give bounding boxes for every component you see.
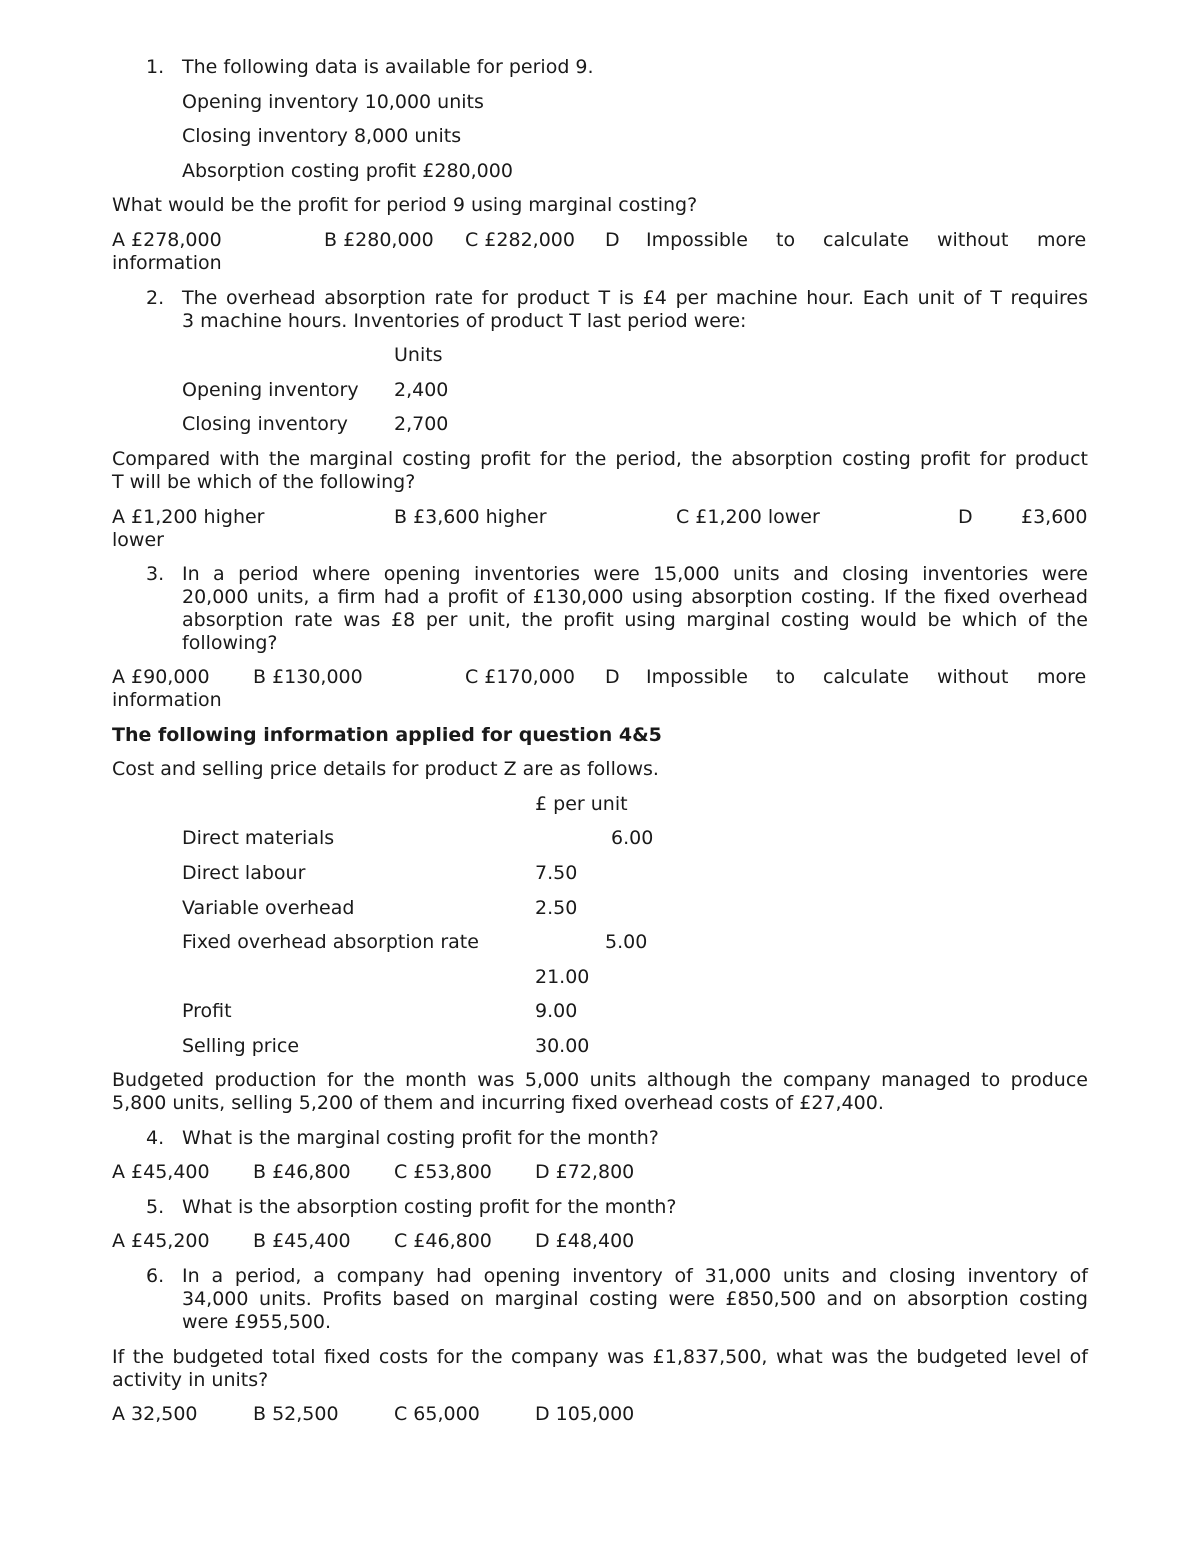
cost-row-value: 21.00	[535, 966, 590, 988]
q6-option: C 65,000	[394, 1403, 480, 1425]
cost-row-value: 2.50	[535, 897, 578, 919]
q1-option-b: B £280,000	[324, 229, 434, 251]
q4-text: What is the marginal costing profit for the month?	[182, 1127, 659, 1149]
q2-question-line1: Compared with the marginal costing profit for the period, the absorption costing profit for product	[112, 448, 1088, 470]
q2-row-value: 2,400	[394, 379, 449, 401]
q2-option-d-tail: lower	[112, 529, 164, 551]
q1-data-line: Closing inventory 8,000 units	[182, 125, 462, 147]
q2-option-c: C £1,200 lower	[676, 506, 820, 528]
cost-row-value: 6.00	[611, 827, 654, 849]
q4-number: 4.	[146, 1127, 165, 1149]
q2-option-d-value: £3,600	[1021, 506, 1088, 528]
q6-text-line1: In a period, a company had opening inventory of 31,000 units and closing inventory of	[182, 1265, 1088, 1287]
budget-text-line2: 5,800 units, selling 5,200 of them and incurring fixed overhead costs of £27,400.	[112, 1092, 884, 1114]
q1-option-d-word: more	[1037, 229, 1087, 251]
q1-option-d-word: to	[776, 229, 796, 251]
q3-option-d-word: without	[937, 666, 1009, 688]
q2-text-line2: 3 machine hours. Inventories of product T last period were:	[182, 310, 747, 332]
q1-data-line: Opening inventory 10,000 units	[182, 91, 484, 113]
q2-row-label: Opening inventory	[182, 379, 359, 401]
q6-option: D 105,000	[535, 1403, 635, 1425]
q1-option-c: C £282,000	[465, 229, 575, 251]
q2-units-header: Units	[394, 344, 443, 366]
q3-option-a: A £90,000	[112, 666, 210, 688]
q2-question-line2: T will be which of the following?	[112, 471, 416, 493]
info-intro: Cost and selling price details for product Z are as follows.	[112, 758, 659, 780]
q2-row-value: 2,700	[394, 413, 449, 435]
budget-text-line1: Budgeted production for the month was 5,000 units although the company managed to produce	[112, 1069, 1088, 1091]
q2-text-line1: The overhead absorption rate for product T is £4 per machine hour. Each unit of T requires	[182, 287, 1088, 309]
q3-option-c: C £170,000	[465, 666, 575, 688]
q4-option: A £45,400	[112, 1161, 210, 1183]
cost-table-header: £ per unit	[535, 793, 628, 815]
cost-row-value: 9.00	[535, 1000, 578, 1022]
cost-row-label: Fixed overhead absorption rate	[182, 931, 479, 953]
q4-option: C £53,800	[394, 1161, 492, 1183]
info-heading: The following information applied for question 4&5	[112, 724, 662, 746]
q6-text-line2: 34,000 units. Profits based on marginal costing were £850,500 and on absorption costing	[182, 1288, 1088, 1310]
q6-question-line1: If the budgeted total fixed costs for the company was £1,837,500, what was the budgeted level of	[112, 1346, 1088, 1368]
q2-option-d-letter: D	[958, 506, 973, 528]
q3-option-d-word: calculate	[823, 666, 909, 688]
q5-option: A £45,200	[112, 1230, 210, 1252]
cost-row-value: 7.50	[535, 862, 578, 884]
q2-row-label: Closing inventory	[182, 413, 348, 435]
q4-option: B £46,800	[253, 1161, 351, 1183]
q3-text-line2: 20,000 units, a firm had a profit of £130,000 using absorption costing. If the fixed overhead	[182, 586, 1088, 608]
q1-text: The following data is available for period 9.	[182, 56, 594, 78]
q6-option: B 52,500	[253, 1403, 339, 1425]
q1-option-d-word: without	[937, 229, 1009, 251]
q5-text: What is the absorption costing profit for the month?	[182, 1196, 677, 1218]
q3-option-b: B £130,000	[253, 666, 363, 688]
q6-text-line3: were £955,500.	[182, 1311, 332, 1333]
q3-option-d-word: to	[776, 666, 796, 688]
q5-option: D £48,400	[535, 1230, 635, 1252]
q5-option: C £46,800	[394, 1230, 492, 1252]
cost-row-value: 5.00	[605, 931, 648, 953]
q3-text-line3: absorption rate was £8 per unit, the profit using marginal costing would be which of the	[182, 609, 1088, 631]
cost-row-label: Variable overhead	[182, 897, 355, 919]
q3-option-d-tail: information	[112, 689, 222, 711]
q3-option-d-word: Impossible	[646, 666, 748, 688]
q1-option-a: A £278,000	[112, 229, 222, 251]
q3-text-line4: following?	[182, 632, 278, 654]
cost-row-label: Direct labour	[182, 862, 306, 884]
cost-row-label: Profit	[182, 1000, 232, 1022]
q1-option-d-word: Impossible	[646, 229, 748, 251]
cost-row-label: Direct materials	[182, 827, 335, 849]
q5-option: B £45,400	[253, 1230, 351, 1252]
q5-number: 5.	[146, 1196, 165, 1218]
cost-row-label: Selling price	[182, 1035, 300, 1057]
q1-data-line: Absorption costing profit £280,000	[182, 160, 513, 182]
q1-number: 1.	[146, 56, 165, 78]
q1-option-d-word: D	[605, 229, 620, 251]
q3-text-line1: In a period where opening inventories were 15,000 units and closing inventories were	[182, 563, 1088, 585]
q6-number: 6.	[146, 1265, 165, 1287]
q6-question-line2: activity in units?	[112, 1369, 269, 1391]
q2-number: 2.	[146, 287, 165, 309]
q1-option-d-word: calculate	[823, 229, 909, 251]
q3-option-d-word: D	[605, 666, 620, 688]
q1-option-d-tail: information	[112, 252, 222, 274]
q6-option: A 32,500	[112, 1403, 198, 1425]
q3-number: 3.	[146, 563, 165, 585]
cost-row-value: 30.00	[535, 1035, 590, 1057]
q2-option-b: B £3,600 higher	[394, 506, 547, 528]
q4-option: D £72,800	[535, 1161, 635, 1183]
q1-question: What would be the profit for period 9 using marginal costing?	[112, 194, 698, 216]
q3-option-d-word: more	[1037, 666, 1087, 688]
q2-option-a: A £1,200 higher	[112, 506, 265, 528]
